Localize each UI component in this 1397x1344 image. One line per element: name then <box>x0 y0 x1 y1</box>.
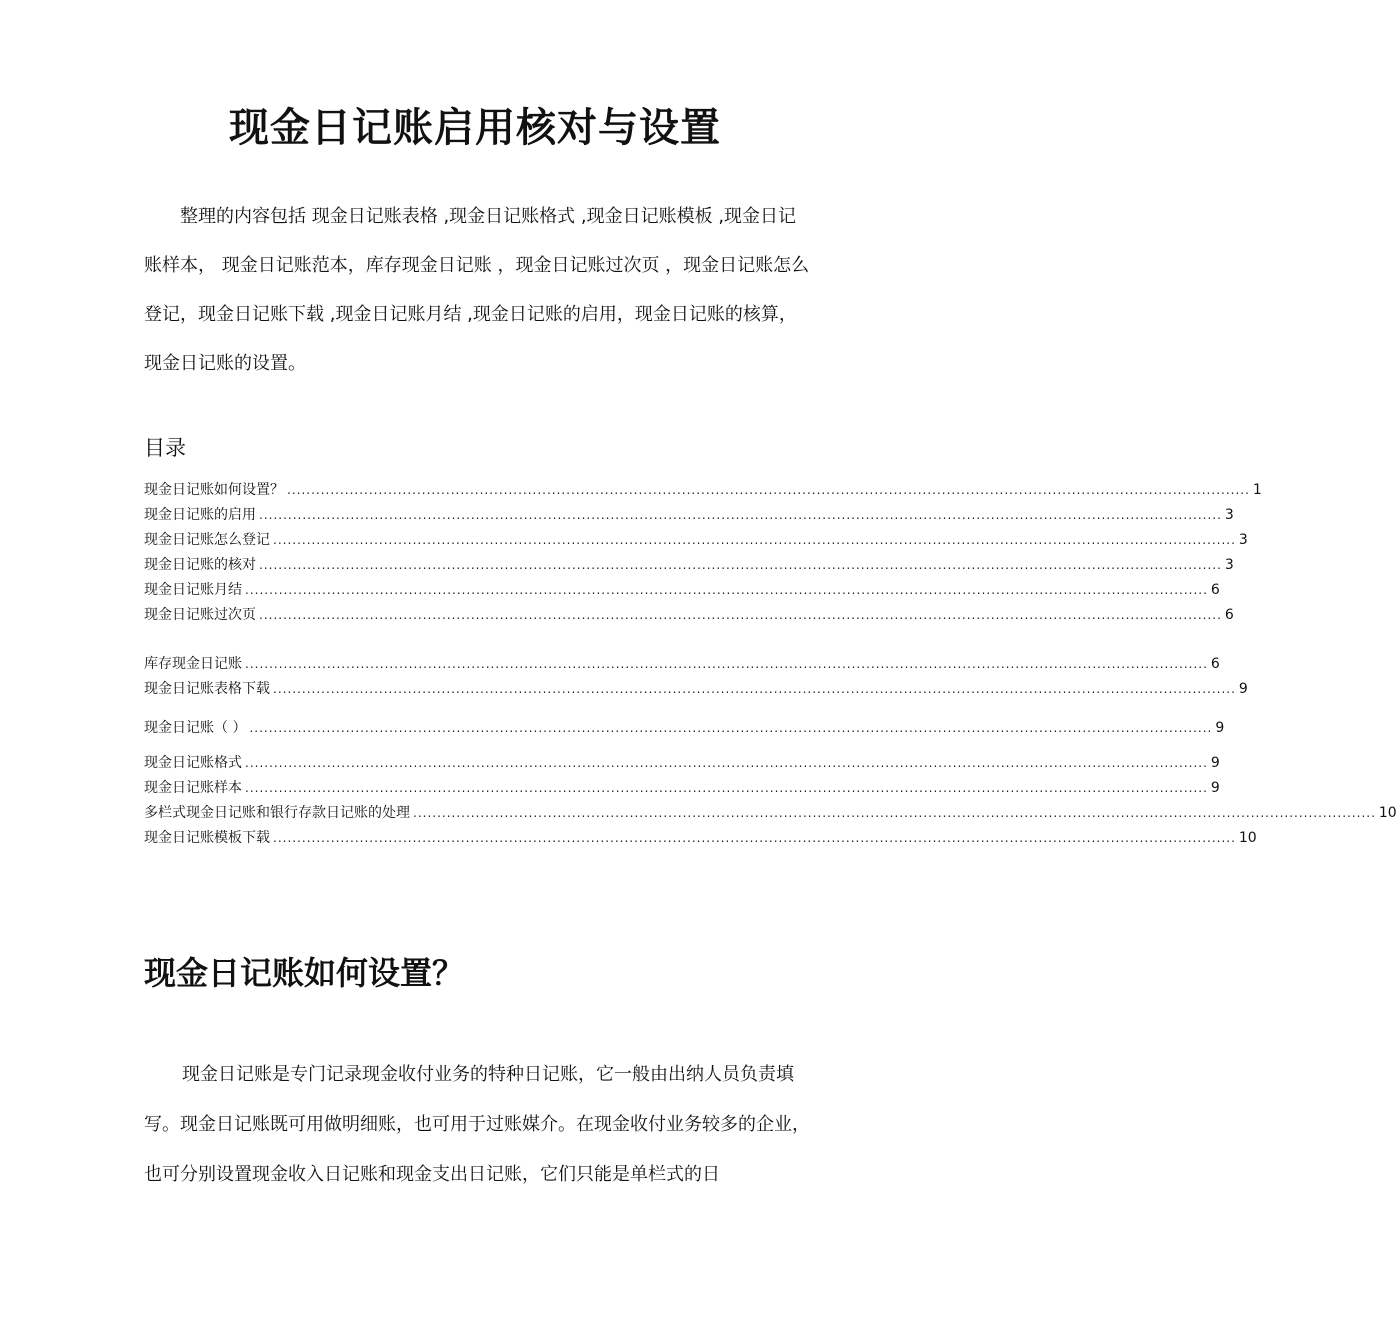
toc-entry-label: 库存现金日记账 <box>144 656 242 672</box>
toc-entry-label: 现金日记账如何设置？ <box>144 482 284 498</box>
toc-entry[interactable] <box>144 478 1262 503</box>
toc-entry[interactable] <box>144 603 1234 628</box>
toc-entry-label: 现金日记账表格下载 <box>144 681 270 697</box>
toc-entry-page: 1 <box>1252 482 1262 498</box>
toc-dot-leader: ........................................................................................................................................................................................................ <box>245 657 1208 671</box>
toc-entry-label: 现金日记账月结 <box>144 582 242 598</box>
toc-dot-leader: ........................................................................................................................................................................................................ <box>259 608 1222 622</box>
toc-dot-leader: ........................................................................................................................................................................................................ <box>273 831 1236 845</box>
toc-entry-page: 3 <box>1224 507 1234 523</box>
toc-entry-page: 10 <box>1238 830 1257 846</box>
toc-entry[interactable] <box>144 677 1248 702</box>
toc-entry-page: 6 <box>1224 607 1234 623</box>
toc-entry[interactable] <box>144 503 1234 528</box>
toc-entry-page: 9 <box>1238 681 1248 697</box>
toc-dot-leader: ........................................................................................................................................................................................................ <box>245 781 1208 795</box>
toc-dot-leader: ........................................................................................................................................................................................................ <box>249 721 1213 735</box>
toc-entry[interactable] <box>144 716 1225 741</box>
toc-entry[interactable] <box>144 776 1220 801</box>
toc-entry-label: 现金日记账（ ） <box>144 720 247 736</box>
toc-entry[interactable] <box>144 826 1257 851</box>
toc-dot-leader: ........................................................................................................................................................................................................ <box>413 806 1376 820</box>
toc-entry[interactable] <box>144 751 1220 776</box>
toc-entry-label: 现金日记账怎么登记 <box>144 532 270 548</box>
toc-entry-page: 6 <box>1210 582 1220 598</box>
toc-heading: 目录 <box>144 436 186 460</box>
toc-entry-label: 现金日记账格式 <box>144 755 242 771</box>
section-paragraph: 现金日记账是专门记录现金收付业务的特种日记账，它一般由出纳人员负责填写。现金日记账既可用做明细账，也可用于过账媒介。在现金收付业务较多的企业，也可分别设置现金收入日记账和现金支出日记账，它们只能是单栏式的日 <box>144 1064 810 1185</box>
toc-entry-page: 3 <box>1224 557 1234 573</box>
toc-entry[interactable] <box>144 801 1397 826</box>
table-of-contents <box>144 478 1397 851</box>
toc-dot-leader: ........................................................................................................................................................................................................ <box>273 682 1236 696</box>
toc-dot-leader: ........................................................................................................................................................................................................ <box>245 756 1208 770</box>
toc-entry-page: 3 <box>1238 532 1248 548</box>
toc-entry[interactable] <box>144 652 1220 677</box>
toc-entry-label: 现金日记账的核对 <box>144 557 256 573</box>
toc-entry-page: 10 <box>1378 805 1397 821</box>
toc-entry[interactable] <box>144 528 1248 553</box>
toc-dot-leader: ........................................................................................................................................................................................................ <box>245 583 1208 597</box>
toc-entry-label: 现金日记账样本 <box>144 780 242 796</box>
toc-entry[interactable] <box>144 553 1234 578</box>
toc-entry-label: 现金日记账过次页 <box>144 607 256 623</box>
toc-entry-page: 9 <box>1210 780 1220 796</box>
toc-entry-page: 9 <box>1215 720 1225 736</box>
document-title: 现金日记账启用核对与设置 <box>229 105 721 151</box>
toc-dot-leader: ........................................................................................................................................................................................................ <box>273 533 1236 547</box>
toc-entry-label: 多栏式现金日记账和银行存款日记账的处理 <box>144 805 410 821</box>
toc-dot-leader: ........................................................................................................................................................................................................ <box>287 483 1250 497</box>
intro-paragraph: 整理的内容包括 现金日记账表格 ,现金日记账格式 ,现金日记账模板 ,现金日记账样本， 现金日记账范本，库存现金日记账 ，现金日记账过次页 ，现金日记账怎么登记，现金日记账下载 ,现金日记账月结 ,现金日记账的启用，现金日记账的核算，现金日记账的设置。 <box>144 206 810 374</box>
toc-entry[interactable] <box>144 578 1220 603</box>
toc-entry-page: 9 <box>1210 755 1220 771</box>
toc-dot-leader: ........................................................................................................................................................................................................ <box>259 508 1222 522</box>
toc-entry-label: 现金日记账的启用 <box>144 507 256 523</box>
toc-dot-leader: ........................................................................................................................................................................................................ <box>259 558 1222 572</box>
toc-entry-label: 现金日记账模板下载 <box>144 830 270 846</box>
toc-entry-page: 6 <box>1210 656 1220 672</box>
section-heading: 现金日记账如何设置？ <box>144 954 465 992</box>
